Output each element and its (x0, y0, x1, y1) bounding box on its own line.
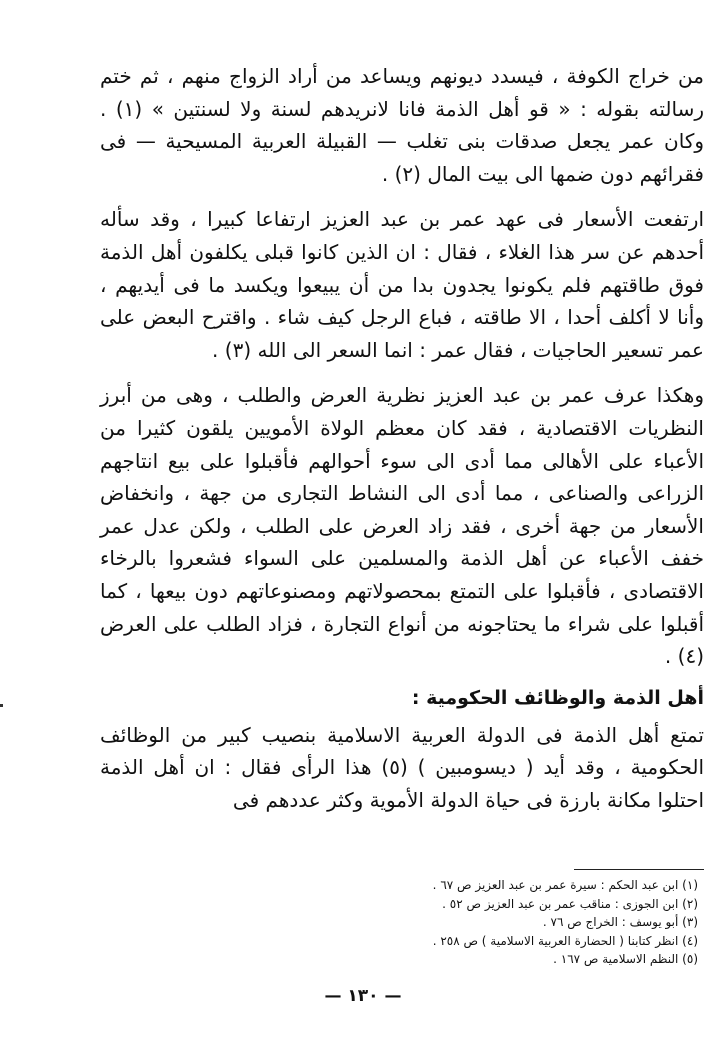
main-text (100, 60, 704, 816)
margin-speck (0, 704, 3, 707)
paragraph-4: تمتع أهل الذمة فى الدولة العربية الاسلامية بنصيب كبير من الوظائف الحكومية ، وقد أيد ( ديسومبين ) (٥) هذا الرأى فقال : ان أهل الذمة احتلوا مكانة بارزة فى حياة الدولة الأموية وكثر عددهم فى (100, 722, 704, 812)
footnote-1: (١) ابن عبد الحكم : سيرة عمر بن عبد العزيز ص ٦٧ . (432, 878, 698, 892)
footnote-3: (٣) أبو يوسف : الخراج ص ٧٦ . (542, 915, 698, 929)
paragraph-2: ارتفعت الأسعار فى عهد عمر بن عبد العزيز ارتفاعا كبيرا ، وقد سأله أحدهم عن سر هذا الغلاء ، فقال : ان الذين كانوا قبلى يكلفون أهل الذمة فوق طاقتهم فلم يكونوا يجدون بدا من أن يبيعوا ويكسد ما فى أيديهم ، وأنا لا أكلف أحدا ، الا طاقته ، فباع الرجل كيف شاء . واقترح البعض على عمر تسعير الحاجيات ، فقال عمر : انما السعر الى الله (٣) . (100, 207, 704, 362)
paragraph-3: وهكذا عرف عمر بن عبد العزيز نظرية العرض والطلب ، وهى من أبرز النظريات الاقتصادية ، فقد كان معظم الولاة الأمويين يلقون كثيرا من الأعباء على الأهالى مما أدى الى سوء أحوالهم فأقبلوا على بيع انتاجهم الزراعى والصناعى ، مما أدى الى النشاط التجارى من جهة ، وانخفاض الأسعار من جهة أخرى ، فقد زاد العرض على الطلب ، ولكن عدل عمر خفف الأعباء عن أهل الذمة والمسلمين على السواء فشعروا بالرخاء الاقتصادى ، فأقبلوا على التمتع بمحصولاتهم ومصنوعاتهم دون بيعها ، كما أقبلوا على شراء ما يحتاجونه من أنواع التجارة ، فزاد الطلب على العرض (٤) . (100, 383, 704, 669)
footnote-divider (574, 869, 704, 870)
page-number: — ١٣٠ — (324, 986, 402, 1006)
footnote-4: (٤) انظر كتابنا ( الحضارة العربية الاسلامية ) ص ٢٥٨ . (432, 933, 698, 948)
footnotes-list (250, 876, 698, 969)
footnote-2: (٢) ابن الجوزى : مناقب عمر بن عبد العزيز ص ٥٢ . (442, 896, 698, 911)
section-heading: أهل الذمة والوظائف الحكومية : (411, 686, 704, 709)
footnote-5: (٥) النظم الاسلامية ص ١٦٧ . (553, 952, 698, 966)
paragraph-1: من خراج الكوفة ، فيسدد ديونهم ويساعد من أراد الزواج منهم ، ثم ختم رسالته بقوله : « قو أهل الذمة فانا لانريدهم لسنة ولا لسنتين » (١) . وكان عمر يجعل صدقات بنى تغلب — القبيلة العربية المسيحية — فى فقرائهم دون ضمها الى بيت المال (٢) . (100, 64, 704, 186)
